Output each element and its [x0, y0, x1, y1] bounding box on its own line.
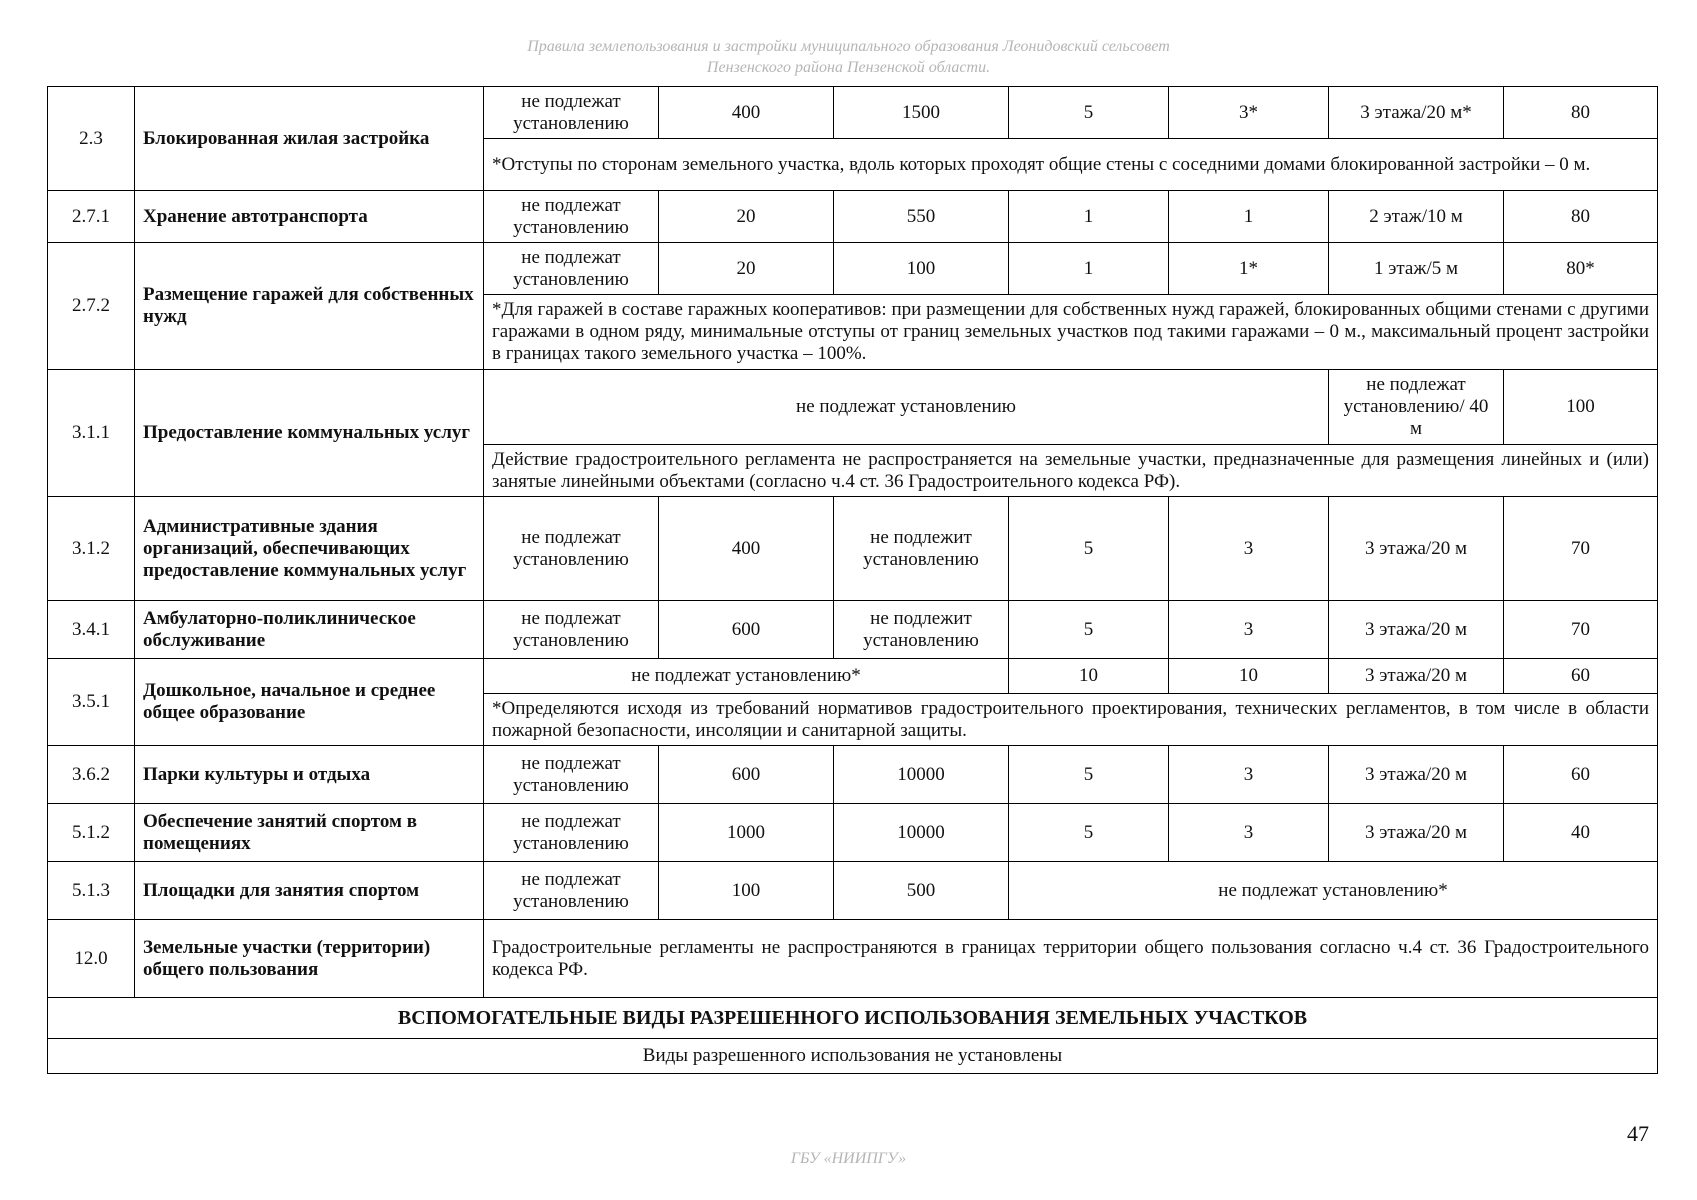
cell-percent: 70	[1504, 497, 1658, 601]
cell-percent: 80	[1504, 191, 1658, 243]
cell-value: не подлежит установлению	[834, 497, 1009, 601]
cell-value: 5	[1009, 497, 1169, 601]
row-code: 3.1.1	[48, 370, 135, 497]
row-name: Площадки для занятия спортом	[135, 862, 484, 920]
cell-min-area: не подлежат установлению	[484, 601, 659, 659]
cell-height: 3 этажа/20 м	[1329, 804, 1504, 862]
cell-height: 3 этажа/20 м	[1329, 497, 1504, 601]
row-note: *Для гаражей в составе гаражных кооперативов: при размещении для собственных нужд гаражей, блокированных общими стенами с другими гаражами в одном ряду, минимальные отступы от границ земельных участков под такими гаражами – 0 м., максимальный процент застройки в границах такого земельного участка – 100%.	[484, 295, 1658, 370]
cell-value: 1	[1009, 243, 1169, 295]
cell-value: 1	[1009, 191, 1169, 243]
cell-min-area: не подлежат установлению	[484, 746, 659, 804]
cell-value: 1*	[1169, 243, 1329, 295]
row-name: Административные здания организаций, обеспечивающих предоставление коммунальных услуг	[135, 497, 484, 601]
cell-value: 5	[1009, 804, 1169, 862]
section-text-row	[48, 1039, 1658, 1074]
cell-value: 5	[1009, 87, 1169, 139]
row-name: Дошкольное, начальное и среднее общее образование	[135, 659, 484, 746]
cell-percent: 60	[1504, 746, 1658, 804]
row-code: 2.7.2	[48, 243, 135, 370]
cell-span: не подлежат установлению*	[484, 659, 1009, 694]
row-name: Обеспечение занятий спортом в помещениях	[135, 804, 484, 862]
cell-value: 100	[659, 862, 834, 920]
cell-value: не подлежит установлению	[834, 601, 1009, 659]
cell-height: 3 этажа/20 м	[1329, 746, 1504, 804]
table-row	[48, 370, 1658, 445]
table-row	[48, 862, 1658, 920]
cell-min-area: не подлежат установлению	[484, 804, 659, 862]
cell-height: 3 этажа/20 м*	[1329, 87, 1504, 139]
cell-value: 1000	[659, 804, 834, 862]
table-row	[48, 804, 1658, 862]
row-code: 5.1.3	[48, 862, 135, 920]
row-name: Земельные участки (территории) общего пользования	[135, 920, 484, 998]
cell-height: 3 этажа/20 м	[1329, 659, 1504, 694]
cell-span: не подлежат установлению*	[1009, 862, 1658, 920]
cell-height: 3 этажа/20 м	[1329, 601, 1504, 659]
row-note: Действие градостроительного регламента не распространяется на земельные участки, предназначенные для размещения линейных и (или) занятые линейными объектами (согласно ч.4 ст. 36 Градостроительного кодекса РФ).	[484, 445, 1658, 497]
cell-min-area: не подлежат установлению	[484, 243, 659, 295]
cell-value: 20	[659, 243, 834, 295]
section-title: ВСПОМОГАТЕЛЬНЫЕ ВИДЫ РАЗРЕШЕННОГО ИСПОЛЬЗОВАНИЯ ЗЕМЕЛЬНЫХ УЧАСТКОВ	[48, 998, 1658, 1039]
row-name: Амбулаторно-поликлиническое обслуживание	[135, 601, 484, 659]
table-row	[48, 659, 1658, 694]
row-name: Размещение гаражей для собственных нужд	[135, 243, 484, 370]
cell-value: 3*	[1169, 87, 1329, 139]
cell-value: 600	[659, 601, 834, 659]
cell-value: 600	[659, 746, 834, 804]
table-row	[48, 920, 1658, 998]
cell-value: 400	[659, 87, 834, 139]
cell-value: 10000	[834, 746, 1009, 804]
cell-percent: 100	[1504, 370, 1658, 445]
document-header	[0, 36, 1697, 78]
cell-value: 3	[1169, 746, 1329, 804]
cell-value: 100	[834, 243, 1009, 295]
cell-value: 500	[834, 862, 1009, 920]
cell-value: 550	[834, 191, 1009, 243]
section-header-row	[48, 998, 1658, 1039]
cell-value: 1500	[834, 87, 1009, 139]
regulations-table	[47, 86, 1658, 1074]
cell-percent: 60	[1504, 659, 1658, 694]
cell-value: 10	[1009, 659, 1169, 694]
cell-percent: 80*	[1504, 243, 1658, 295]
cell-value: 400	[659, 497, 834, 601]
cell-min-area: не подлежат установлению	[484, 497, 659, 601]
row-code: 5.1.2	[48, 804, 135, 862]
table-row	[48, 243, 1658, 295]
cell-value: 3	[1169, 804, 1329, 862]
page-number: 47	[1627, 1121, 1649, 1146]
header-line-1: Правила землепользования и застройки муниципального образования Леонидовский сельсовет	[527, 38, 1170, 55]
cell-value: 3	[1169, 497, 1329, 601]
row-name: Хранение автотранспорта	[135, 191, 484, 243]
row-code: 3.4.1	[48, 601, 135, 659]
cell-height: 1 этаж/5 м	[1329, 243, 1504, 295]
cell-min-area: не подлежат установлению	[484, 87, 659, 139]
row-code: 2.7.1	[48, 191, 135, 243]
cell-percent: 80	[1504, 87, 1658, 139]
row-code: 2.3	[48, 87, 135, 191]
table-row	[48, 601, 1658, 659]
cell-height: 2 этаж/10 м	[1329, 191, 1504, 243]
table-row	[48, 497, 1658, 601]
cell-percent: 70	[1504, 601, 1658, 659]
cell-value: 1	[1169, 191, 1329, 243]
document-footer: ГБУ «НИИПГУ»	[790, 1150, 907, 1167]
row-name: Блокированная жилая застройка	[135, 87, 484, 191]
table-row	[48, 191, 1658, 243]
row-note: Градостроительные регламенты не распространяются в границах территории общего пользования согласно ч.4 ст. 36 Градостроительного кодекса РФ.	[484, 920, 1658, 998]
cell-percent: 40	[1504, 804, 1658, 862]
cell-value: 5	[1009, 746, 1169, 804]
row-name: Предоставление коммунальных услуг	[135, 370, 484, 497]
row-code: 3.1.2	[48, 497, 135, 601]
cell-value: 20	[659, 191, 834, 243]
cell-span: не подлежат установлению	[484, 370, 1329, 445]
header-line-2: Пензенского района Пензенской области.	[706, 59, 991, 76]
cell-value: 5	[1009, 601, 1169, 659]
section-text: Виды разрешенного использования не установлены	[48, 1039, 1658, 1074]
row-note: *Определяются исходя из требований нормативов градостроительного проектирования, технических регламентов, в том числе в области пожарной безопасности, инсоляции и санитарной защиты.	[484, 694, 1658, 746]
cell-min-area: не подлежат установлению	[484, 862, 659, 920]
table-row	[48, 87, 1658, 139]
row-note: *Отступы по сторонам земельного участка, вдоль которых проходят общие стены с соседними домами блокированной застройки – 0 м.	[484, 139, 1658, 191]
cell-min-area: не подлежат установлению	[484, 191, 659, 243]
table-row	[48, 746, 1658, 804]
cell-value: 10	[1169, 659, 1329, 694]
cell-value: 10000	[834, 804, 1009, 862]
row-code: 3.5.1	[48, 659, 135, 746]
cell-height: не подлежат установлению/ 40 м	[1329, 370, 1504, 445]
cell-value: 3	[1169, 601, 1329, 659]
row-code: 12.0	[48, 920, 135, 998]
row-code: 3.6.2	[48, 746, 135, 804]
row-name: Парки культуры и отдыха	[135, 746, 484, 804]
